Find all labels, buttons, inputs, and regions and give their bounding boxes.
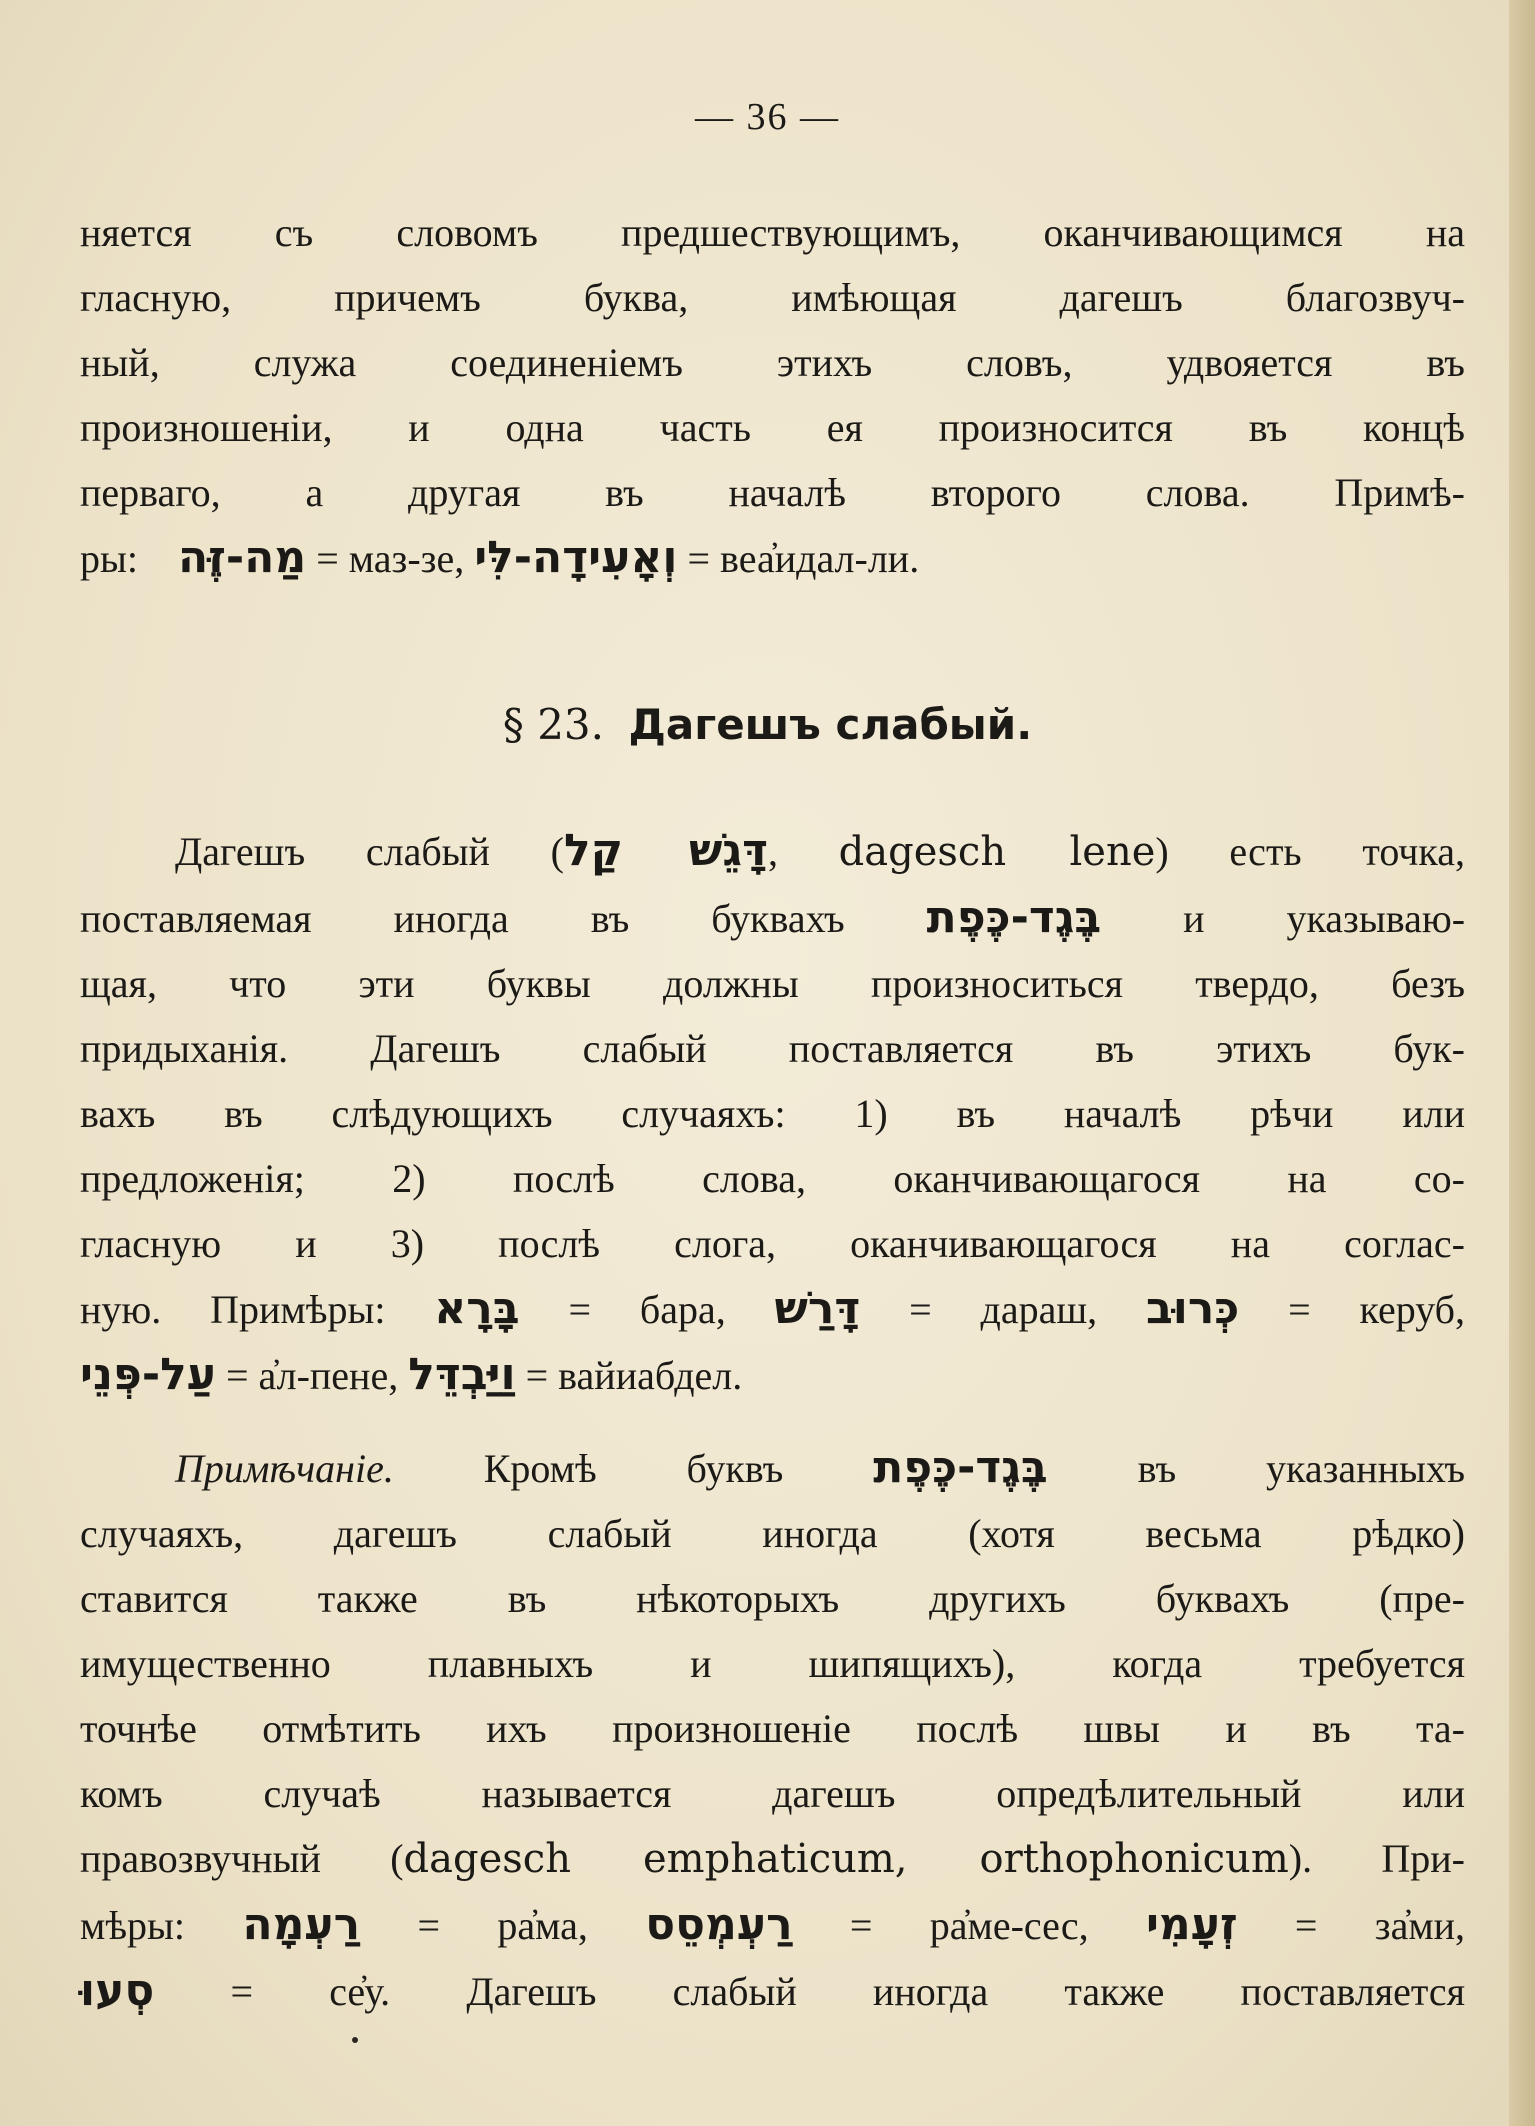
text-fragment: = бара, <box>568 1287 726 1332</box>
hebrew-word: דָּגֵשׁ קַל <box>564 825 768 876</box>
text-fragment: ную. Примѣры: <box>80 1287 386 1332</box>
text-line <box>80 818 1465 885</box>
text-fragment: ры: <box>80 536 138 581</box>
text-fragment: Дагешъ слабый ( <box>175 829 564 874</box>
section-title: Дагешъ слабый. <box>628 700 1033 749</box>
text-line: предложенiя; 2) послѣ слова, оканчивающагося на со- <box>80 1156 1465 1201</box>
text-fragment: = ра̓ме-сес, <box>849 1903 1089 1948</box>
section-number: § 23. <box>502 700 604 749</box>
hebrew-word: זְעָמִי <box>1145 1899 1238 1950</box>
text-line: придыханiя. Дагешъ слабый поставляется въ этихъ бук- <box>80 1026 1465 1071</box>
hebrew-word: וְאָעִידָה-לִּי <box>474 532 678 583</box>
text-fragment: = а̓л-пене, <box>225 1353 399 1398</box>
ink-speck <box>352 2037 358 2043</box>
text-line: вахъ въ слѣдующихъ случаяхъ: 1) въ началѣ рѣчи или <box>80 1091 1465 1136</box>
note-label: Примѣчанiе. <box>175 1446 394 1491</box>
text-line: произношенiи, и одна часть ея произносится въ концѣ <box>80 405 1465 450</box>
paragraph-note <box>80 1435 1465 2024</box>
page-edge <box>1509 0 1535 2126</box>
text-line: няется съ словомъ предшествующимъ, оканчивающимся на <box>80 210 1465 255</box>
text-fragment: мѣры: <box>80 1903 186 1948</box>
page-number: — 36 — <box>695 96 840 138</box>
text-fragment: Кромѣ буквъ <box>483 1446 784 1491</box>
text-fragment: правозвучный ( <box>80 1836 404 1881</box>
text-line: гласную, причемъ буква, имѣющая дагешъ благозвуч- <box>80 275 1465 320</box>
text-fragment: = керуб, <box>1288 1287 1466 1332</box>
text-fragment: = веа̓идал-ли. <box>687 536 920 581</box>
paragraph-continuation <box>80 200 1465 591</box>
text-line <box>80 885 1465 951</box>
text-line <box>80 1276 1465 1342</box>
latin-term: dagesch lene <box>838 829 1156 875</box>
text-fragment: и указываю- <box>1183 896 1466 941</box>
hebrew-word: רַעְמְסֵס <box>645 1899 793 1950</box>
text-line: гласную и 3) послѣ слога, оканчивающагося на соглас- <box>80 1221 1465 1266</box>
text-fragment: = дараш, <box>909 1287 1098 1332</box>
text-line: ставится также въ нѣкоторыхъ другихъ буквахъ (пре- <box>80 1576 1465 1621</box>
text-fragment: , <box>767 829 778 874</box>
latin-term: dagesch emphaticum, orthophonicum <box>403 1836 1289 1882</box>
paragraph-main <box>80 818 1465 1408</box>
hebrew-word: עַל-פְּנֵי <box>80 1349 216 1400</box>
text-fragment: = за̓ми, <box>1294 1903 1466 1948</box>
hebrew-word: כְּרוּב <box>1145 1283 1240 1334</box>
section-heading <box>0 700 1535 750</box>
text-fragment: поставляемая иногда въ буквахъ <box>80 896 845 941</box>
text-line: точнѣе отмѣтить ихъ произношенiе послѣ швы и въ та- <box>80 1706 1465 1751</box>
text-fragment: = вайиабдел. <box>525 1353 743 1398</box>
text-fragment: ). При- <box>1288 1836 1466 1881</box>
hebrew-word: דָּרַשׁ <box>774 1283 861 1334</box>
text-fragment: ) есть точка, <box>1155 829 1465 874</box>
text-line <box>80 1958 1465 2024</box>
text-line <box>80 1826 1465 1892</box>
text-line <box>80 1342 1465 1408</box>
text-fragment: = маз-зе, <box>316 536 465 581</box>
text-line: щая, что эти буквы должны произноситься твердо, безъ <box>80 961 1465 1006</box>
hebrew-word: וַיַּבְדֵּל <box>408 1349 516 1400</box>
text-line: ный, служа соединенiемъ этихъ словъ, удвояется въ <box>80 340 1465 385</box>
hebrew-word: בֶּגֶד-כֶּפֶת <box>926 892 1102 943</box>
hebrew-word: בָּרָא <box>434 1283 520 1334</box>
hebrew-word: רַעְמָה <box>242 1899 361 1950</box>
text-line <box>80 1892 1465 1958</box>
text-fragment: въ указанныхъ <box>1137 1446 1466 1491</box>
text-line <box>80 525 1465 591</box>
text-line: комъ случаѣ называется дагешъ опредѣлительный или <box>80 1771 1465 1816</box>
hebrew-word: סְעוּ <box>80 1965 155 2016</box>
hebrew-word: מַה-זֶּה <box>178 532 307 583</box>
text-fragment: = ра̓ма, <box>417 1903 588 1948</box>
hebrew-word: בֶּגֶד-כֶּפֶת <box>873 1442 1048 1493</box>
text-fragment: = се̓у. Дагешъ слабый иногда также поставляется <box>230 1969 1466 2014</box>
text-line: имущественно плавныхъ и шипящихъ), когда требуется <box>80 1641 1465 1686</box>
text-line <box>80 1435 1465 1501</box>
text-line: перваго, а другая въ началѣ второго слова. Примѣ- <box>80 470 1465 515</box>
text-line: случаяхъ, дагешъ слабый иногда (хотя весьма рѣдко) <box>80 1511 1465 1556</box>
